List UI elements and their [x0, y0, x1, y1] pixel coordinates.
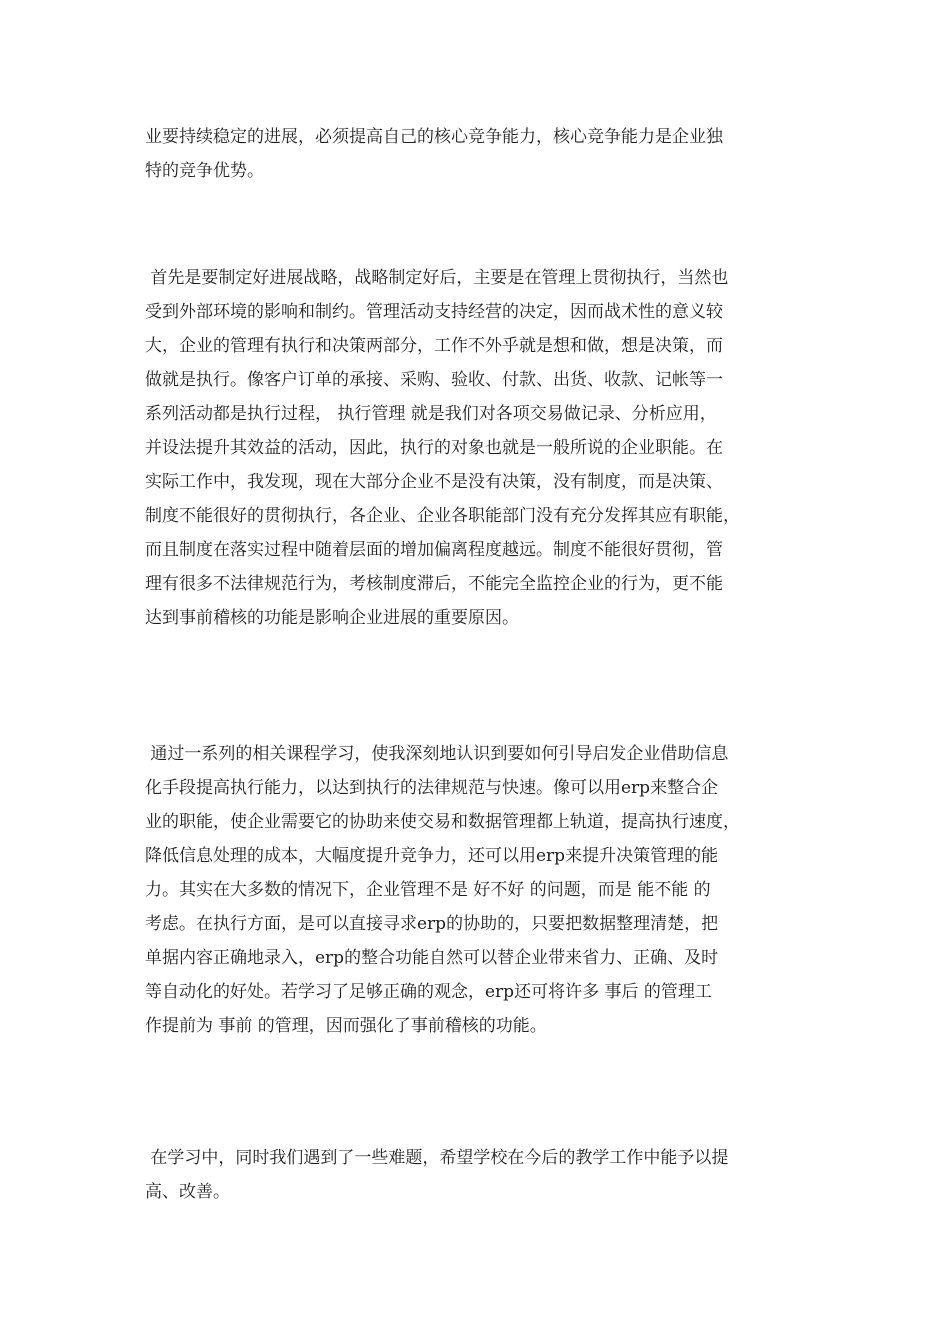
paragraph-3 — [145, 737, 810, 1043]
paragraph-line: 理有很多不法律规范行为，考核制度滞后，不能完全监控企业的行为，更不能 — [145, 574, 723, 594]
paragraph-line: 做就是执行。像客户订单的承接、采购、验收、付款、出货、收款、记帐等一 — [145, 370, 723, 390]
paragraph-line: 在学习中，同时我们遇到了一些难题，希望学校在今后的教学工作中能予以提 — [145, 1148, 729, 1168]
paragraph-line: 通过一系列的相关课程学习，使我深刻地认识到要如何引导启发企业借助信息 — [145, 744, 729, 764]
paragraph-line: 达到事前稽核的功能是影响企业进展的重要原因。 — [145, 608, 519, 628]
paragraph-2 — [145, 261, 810, 635]
paragraph-line: 高、改善。 — [145, 1182, 230, 1202]
paragraph-line: 等自动化的好处。若学习了足够正确的观念，erp还可将许多 事后 的管理工 — [145, 982, 712, 1002]
paragraph-line: 大，企业的管理有执行和决策两部分，工作不外乎就是想和做，想是决策，而 — [145, 336, 723, 356]
paragraph-line: 业要持续稳定的进展，必须提高自己的核心竞争能力，核心竞争能力是企业独 — [145, 127, 723, 147]
paragraph-line: 作提前为 事前 的管理，因而强化了事前稽核的功能。 — [145, 1016, 547, 1036]
paragraph-line: 特的竞争优势。 — [145, 161, 264, 181]
paragraph-line: 受到外部环境的影响和制约。管理活动支持经营的决定，因而战术性的意义较 — [145, 302, 723, 322]
paragraph-line: 系列活动都是执行过程， 执行管理 就是我们对各项交易做记录、分析应用， — [145, 404, 717, 424]
paragraph-line: 制度不能很好的贯彻执行，各企业、企业各职能部门没有充分发挥其应有职能， — [145, 506, 740, 526]
paragraph-line: 首先是要制定好进展战略，战略制定好后，主要是在管理上贯彻执行，当然也 — [145, 268, 729, 288]
paragraph-line: 单据内容正确地录入，erp的整合功能自然可以替企业带来省力、正确、及时 — [145, 948, 719, 968]
paragraph-line: 业的职能，使企业需要它的协助来使交易和数据管理都上轨道，提高执行速度， — [145, 812, 740, 832]
paragraph-line: 降低信息处理的成本，大幅度提升竞争力，还可以用erp来提升决策管理的能 — [145, 846, 719, 866]
paragraph-4 — [145, 1141, 810, 1209]
paragraph-line: 力。其实在大多数的情况下，企业管理不是 好不好 的问题，而是 能不能 的 — [145, 880, 711, 900]
paragraph-line: 实际工作中，我发现，现在大部分企业不是没有决策，没有制度，而是决策、 — [145, 472, 723, 492]
paragraph-line: 并设法提升其效益的活动，因此，执行的对象也就是一般所说的企业职能。在 — [145, 438, 723, 458]
paragraph-line: 化手段提高执行能力，以达到执行的法律规范与快速。像可以用erp来整合企 — [145, 778, 719, 798]
paragraph-line: 考虑。在执行方面，是可以直接寻求erp的协助的，只要把数据整理清楚，把 — [145, 914, 719, 934]
paragraph-line: 而且制度在落实过程中随着层面的增加偏离程度越远。制度不能很好贯彻，管 — [145, 540, 723, 560]
paragraph-1 — [145, 120, 810, 188]
